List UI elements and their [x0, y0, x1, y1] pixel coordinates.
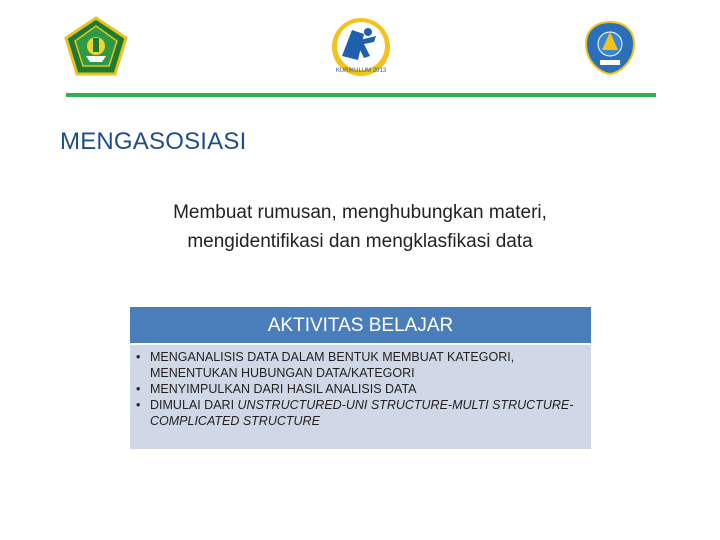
bullet-icon: • [136, 382, 141, 396]
activity-panel [130, 307, 591, 449]
tut-wuri-handayani-logo [584, 20, 636, 76]
bullet-icon: • [136, 398, 141, 412]
subtitle-line-1: Membuat rumusan, menghubungkan materi, [173, 202, 547, 223]
subtitle [120, 198, 600, 256]
ministry-emblem-logo [64, 16, 128, 76]
panel-header: AKTIVITAS BELAJAR [130, 307, 591, 345]
list-item-text: MENGANALISIS DATA DALAM BENTUK MEMBUAT KATEGORI, MENENTUKAN HUBUNGAN DATA/KATEGORI [150, 350, 515, 380]
kurikulum-2013-logo [330, 16, 392, 78]
list-item [136, 381, 585, 397]
kurikulum-logo-text: KURIKULUM 2013 [335, 68, 387, 74]
list-item-text: MENYIMPULKAN DARI HASIL ANALISIS DATA [150, 382, 417, 396]
list-item-prefix: DIMULAI DARI [150, 398, 238, 412]
list-item [136, 397, 585, 429]
list-item-italic-text: UNSTRUCTURED-UNI STRUCTURE-MULTI STRUCTURE-COMPLICATED STRUCTURE [150, 398, 574, 428]
subtitle-line-2: mengidentifikasi dan mengklasfikasi data [187, 231, 533, 252]
green-divider-line [66, 93, 656, 97]
panel-body [130, 345, 591, 449]
activity-list [136, 349, 585, 429]
page-title: MENGASOSIASI [60, 128, 247, 155]
list-item [136, 349, 585, 381]
bullet-icon: • [136, 350, 141, 364]
